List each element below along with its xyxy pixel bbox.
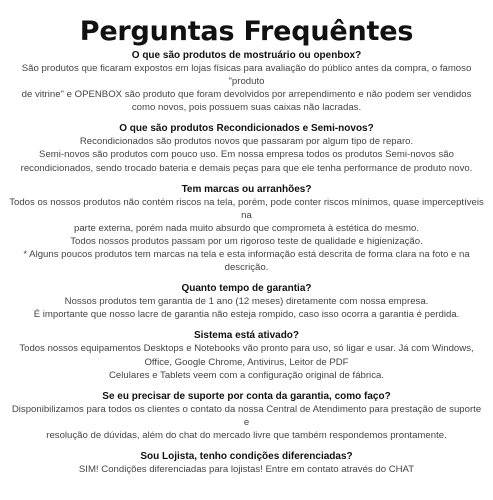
faq-answer-line: SIM! Condições diferenciadas para lojistas! Entre em contato através do CHAT (78, 463, 415, 475)
faq-item (8, 329, 485, 381)
faq-answer-line: como novos, pois possuem suas caixas não lacradas. (131, 102, 362, 114)
faq-item (8, 390, 485, 442)
faq-answer-line: São produtos que ficaram expostos em lojas físicas para avaliação do público antes da compra, o famoso (21, 63, 472, 74)
faq-answer-line: Todos nossos produtos passam por um rigoroso teste de qualidade e higienização. (70, 235, 423, 247)
page-title: Perguntas Frequêntes (79, 16, 414, 47)
faq-item (8, 122, 485, 174)
faq-answer-line: Celulares e Tablets veem com a configuração original de fábrica. (109, 369, 384, 381)
faq-answer-line: Todos os nossos produtos não contém riscos na tela, porém, pode conter riscos mínimos, quase imperceptíveis (9, 196, 484, 208)
faq-question: Tem marcas ou arranhões? (181, 183, 312, 195)
faq-question: O que são produtos Recondicionados e Semi-novos? (119, 123, 374, 135)
faq-question: Quanto tempo de garantia? (181, 283, 312, 295)
faq-question: Se eu precisar de suporte por conta da garantia, como faço? (102, 390, 391, 402)
faq-question: Sou Lojista, tenho condições diferenciadas? (140, 450, 353, 462)
faq-answer-line: resolução de dúvidas, além do chat do mercado livre que também respondemos prontamente. (46, 429, 447, 441)
faq-item (8, 282, 485, 321)
faq-answer (8, 295, 485, 321)
faq-answer-line: na (241, 209, 252, 221)
faq-answer (8, 342, 485, 381)
faq-answer-line: descrição. (224, 262, 269, 274)
faq-answer-line: Recondicionados são produtos novos que passaram por algum tipo de reparo. (79, 136, 414, 148)
faq-answer-line: Todos nossos equipamentos Desktops e Notebooks vão pronto para uso, só ligar e usar. Já com Windows, (19, 343, 474, 355)
faq-answer-line: de vitrine" e OPENBOX são produto que foram devolvidos por arrependimento e não podem ser vendidos (21, 89, 472, 101)
faq-answer-line: Disponibilizamos para todos os clientes o contato da nossa Central de Atendimento para prestação de suporte (11, 403, 482, 415)
faq-answer-line: "produto (228, 76, 265, 88)
faq-item (8, 450, 485, 476)
faq-list (8, 49, 485, 476)
faq-question: O que são produtos de mostruário ou openbox? (131, 50, 362, 61)
faq-question: Sistema está ativado? (193, 330, 300, 342)
faq-answer-line: parte externa, porém nada muito absurdo que comprometa à estética do mesmo. (73, 222, 420, 234)
faq-answer (8, 403, 485, 442)
faq-answer-line: Nossos produtos tem garantia de 1 ano (12 meses) diretamente com nossa empresa. (64, 296, 429, 308)
faq-answer (8, 135, 485, 174)
faq-answer (8, 196, 485, 275)
faq-answer-line: * Alguns poucos produtos tem marcas na tela e esta informação está descrita de forma clara na foto e na (23, 249, 470, 261)
faq-answer-line: Semi-novos são produtos com pouco uso. Em nossa empresa todos os produtos Semi-novos são (39, 149, 454, 161)
faq-answer (8, 463, 485, 476)
faq-answer-line: recondicionados, sendo trocado bateria e demais peças para que ele tenha performance de produto novo. (20, 162, 473, 174)
faq-item (8, 49, 485, 114)
faq-answer-line: É importante que nosso lacre de garantia não esteja rompido, caso isso ocorra a garantia é perdida. (33, 309, 460, 321)
faq-answer (8, 62, 485, 114)
faq-answer-line: e (243, 416, 250, 428)
faq-item (8, 183, 485, 275)
faq-answer-line: Office, Google Chrome, Antivirus, Leitor de PDF (144, 356, 349, 368)
